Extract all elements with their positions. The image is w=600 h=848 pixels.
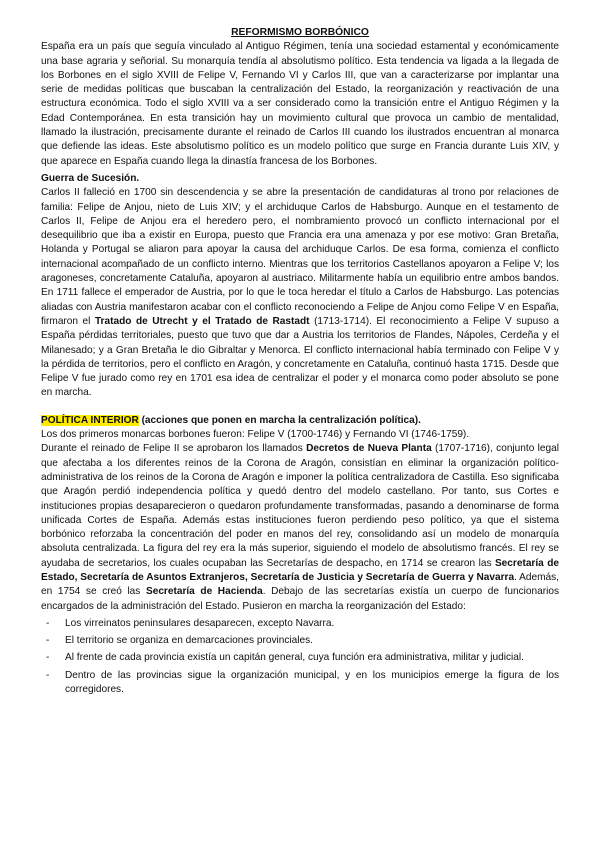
list-item-text: Al frente de cada provincia existía un capitán general, cuya función era administrativa, militar y judicial. xyxy=(65,652,524,664)
paragraph-text: (1713-1714). El reconocimiento a Felipe V supuso a España pérdidas territoriales, puesto que tuvo que dar a Austria los territorios de Flandes, Nápoles, Cerdeña y el Milanesado; y a Gran Bretaña le dio Gibraltar y Menorca. El conflicto internacional había terminado con Felipe V y la pérdida de territorios, pero el conflicto en Aragón, y concretamente en Cataluña, continuó hasta 1715. Desde que Felipe V fue jurado como rey en 1701 esa idea de centralizar el poder y el monarca como poder absoluto se pone en marcha. xyxy=(41,315,560,399)
guerra-sucesion-paragraph xyxy=(41,186,559,400)
list-item xyxy=(41,669,559,698)
paragraph-text: . Además, en 1754 se creó las xyxy=(41,571,559,598)
highlighted-heading: POLÍTICA INTERIOR xyxy=(41,414,139,426)
heading-subtitle: (acciones que ponen en marcha la centralización política). xyxy=(138,414,421,426)
paragraph-text: (1707-1716), conjunto legal que afectaba a los diferentes reinos de la Corona de Aragón, consistían en eliminar la organización político-administrativa de los reinos de la Corona de Aragón e imponer la política centralizadora de Castilla. Eso significaba que Aragón perdió independencia política y quedó dentro del modelo castellano. Por tanto, sus Cortes e instituciones propias desaparecieron o quedaron profundamente transformadas, pasando a denominarse de forma unificada Cortes de España. Además estas instituciones fueron perdiendo peso político, ya que el sistema borbónico reforzaba la concentración del poder en manos del rey, consolidando así un modelo de monarquía absoluta centralizada. La figura del rey era la más superior, siguiendo el modelo de absolutismo francés. El rey se ayudaba de secretarios, los cuales ocupaban las Secretarías de despacho, en 1714 se crearon las xyxy=(41,443,559,569)
list-item xyxy=(41,651,559,665)
section-heading-text: Guerra de Sucesión xyxy=(41,172,137,184)
paragraph-text: Durante el reinado de Felipe II se aprobaron los llamados xyxy=(41,443,307,455)
document-title: REFORMISMO BORBÓNICO xyxy=(231,27,369,38)
intro-paragraph: España era un país que seguía vinculado al Antiguo Régimen, tenía una sociedad estamental y económicamente una base agraria y señorial. Su monarquía tendía al absolutismo político. Esta tendencia va ligada a la llegada de los Borbones en el siglo XVIII de Felipe V, Fernando VI y Carlos III, que van a caracterizarse por implantar una serie de medidas políticas que buscaban la centralización del Estado, la reorganización y reactivación de una estructura económica. Todo el siglo XVIII va a ser considerado como la transición entre el Antiguo Régimen y la Edad Contemporánea. En esta transición hay un movimiento cultural que provoca un cambio de mentalidad, llamado la ilustración, precisamente durante el reinado de Carlos III cuando los ilustrados encuentran al monarca que defiende las ideas. Este absolutismo político es un modelo político que surge en Francia durante Luis XIV, y que aparece en España cuando llega la dinastía francesa de los Borbones. xyxy=(41,41,559,167)
section-spacer xyxy=(41,401,559,414)
document-page xyxy=(41,26,559,697)
paragraph-text: Carlos II falleció en 1700 sin descendencia y se abre la presentación de candidaturas al trono por relaciones de familia: Felipe de Anjou, nieto de Luis XIV; y el archiduque Carlos de Habsburgo. Aunque en el testamento de Carlos II, Felipe de Anjou era el heredero pero, el nombramiento provocó un conflicto internacional por el desequilibrio que iba a existir en Europa, puesto que Francia era una amenaza y por ese motivo: Gran Bretaña, Holanda y Portugal se aliaron para apoyar la causa del archiduque Carlos. De esa forma, comienza el conflicto internacional acompañado de un conflicto interno. Mientras que los territorios Castellanos apoyaron a Felipe V; los aragoneses, concretamente Cataluña, apoyaron al austriaco. Militarmente había un equilibrio entre ambos bandos. En 1711 fallece el emperador de Austria, por lo que le toca heredar el título a Carlos de Habsburgo. Las potencias aliadas con Austria manifestaron acabar con el conflicto reconociendo a Felipe de Anjou como Felipe V en España, firmaron el xyxy=(41,187,559,327)
dash-marker: - xyxy=(46,652,50,664)
paragraph-text: . Debajo de las secretarías existía un cuerpo de funcionarios encargados de la administración del Estado. Pusieron en marcha la reorganización del Estado: xyxy=(41,586,559,612)
monarcas-line: Los dos primeros monarcas borbones fueron: Felipe V (1700-1746) y Fernando VI (1746-1759). xyxy=(41,429,470,441)
section-heading-politica-interior xyxy=(41,414,559,428)
dash-marker: - xyxy=(46,669,50,681)
tratado-utrecht-bold: Tratado de Utrecht y el Tratado de Rastadt xyxy=(94,315,310,327)
list-item xyxy=(41,634,559,648)
list-item-text: Los virreinatos peninsulares desaparecen, excepto Navarra. xyxy=(65,617,335,629)
list-item-text: Dentro de las provincias sigue la organización municipal, y en los municipios emerge la figura de los corregidores. xyxy=(65,669,559,696)
dash-marker: - xyxy=(46,617,50,629)
section-heading-guerra-sucesion: Guerra de Sucesión. xyxy=(41,172,140,184)
dash-marker: - xyxy=(46,635,50,647)
politica-interior-paragraph xyxy=(41,442,559,614)
reorganization-list xyxy=(41,617,559,697)
secretarias-bold: Secretaría de Estado, Secretaría de Asuntos Extranjeros, Secretaría de Justicia y Secretaría de Guerra y Navarra xyxy=(41,557,559,583)
secretaria-hacienda-bold: Secretaría de Hacienda xyxy=(145,586,263,598)
list-item-text: El territorio se organiza en demarcaciones provinciales. xyxy=(65,635,313,647)
list-item xyxy=(41,617,559,631)
decretos-nueva-planta-bold: Decretos de Nueva Planta xyxy=(306,443,432,455)
